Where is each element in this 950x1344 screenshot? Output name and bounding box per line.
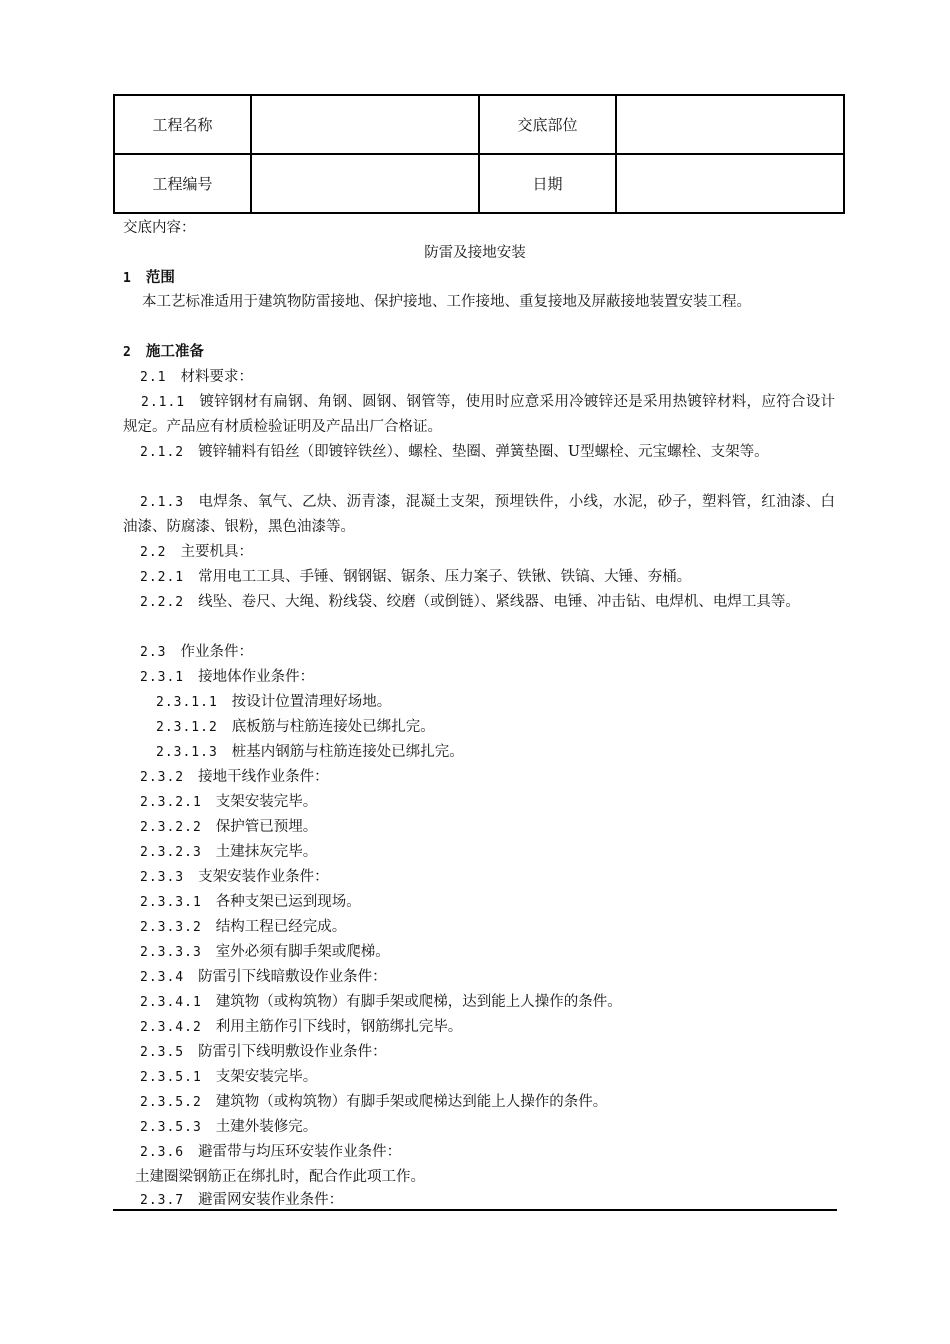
clause-wrapped xyxy=(123,440,835,465)
clause-number: 2.3.5 xyxy=(140,1045,185,1060)
clause xyxy=(135,1165,425,1190)
clause-text: 底板筋与柱筋连接处已绑扎完。 xyxy=(231,719,435,735)
clause-text: 按设计位置清理好场地。 xyxy=(231,694,392,710)
clause xyxy=(140,665,314,690)
clause-number: 2.3.1.3 xyxy=(156,745,218,760)
clause-number: 2.3.7 xyxy=(140,1193,185,1208)
handover-part-label: 交底部位 xyxy=(479,95,616,154)
clause-text: 支架安装作业条件： xyxy=(198,869,329,885)
clause-wrapped xyxy=(123,390,835,440)
clause-text: 桩基内钢筋与柱筋连接处已绑扎完。 xyxy=(231,744,464,760)
clause xyxy=(140,1090,607,1115)
clause xyxy=(140,965,387,990)
clause xyxy=(140,940,390,965)
clause-text: 利用主筋作引下线时，钢筋绑扎完毕。 xyxy=(215,1019,463,1035)
clause xyxy=(156,740,464,765)
section-1 xyxy=(123,266,175,291)
clause-text: 结构工程已经完成。 xyxy=(215,919,347,935)
clause-text: 保护管已预埋。 xyxy=(215,819,318,835)
clause-text: 防雷引下线明敷设作业条件： xyxy=(198,1044,387,1060)
clause xyxy=(156,690,391,715)
clause-number: 2.3.2.1 xyxy=(140,795,202,810)
clause-number: 2.1 xyxy=(140,370,167,385)
clause-number: 2.3.3.3 xyxy=(140,945,202,960)
clause-number: 2.3.4.1 xyxy=(140,995,202,1010)
clause xyxy=(140,915,346,940)
clause-text: 避雷网安装作业条件： xyxy=(198,1192,344,1208)
clause xyxy=(140,540,253,565)
clause-number: 2.3.2 xyxy=(140,770,185,785)
section-number: 1 xyxy=(123,271,132,286)
clause xyxy=(140,790,317,815)
clause-number: 2.3.3.2 xyxy=(140,920,202,935)
clause xyxy=(140,1065,317,1090)
clause-number: 2.1.2 xyxy=(140,445,185,460)
clause-wrapped xyxy=(123,490,835,540)
project-no-value xyxy=(251,154,479,213)
document-title: 防雷及接地安装 xyxy=(424,245,526,261)
clause-number: 2.3.5.2 xyxy=(140,1095,202,1110)
clause-number: 2.3.2.3 xyxy=(140,845,202,860)
clause-text: 室外必须有脚手架或爬梯。 xyxy=(215,944,390,960)
header-row-1 xyxy=(114,95,844,154)
clause xyxy=(140,640,253,665)
clause xyxy=(140,990,622,1015)
clause-text: 常用电工工具、手锤、钢钢锯、锯条、压力案子、铁锹、铁镐、大锤、夯桶。 xyxy=(198,569,692,585)
project-name-value xyxy=(251,95,479,154)
clause-number: 2.3.1.1 xyxy=(156,695,218,710)
clause-text: 土建外装修完。 xyxy=(215,1119,318,1135)
section-heading: 范围 xyxy=(145,270,175,286)
clause-text: 建筑物（或构筑物）有脚手架或爬梯达到能上人操作的条件。 xyxy=(215,1094,608,1110)
clause-number: 2.3.1 xyxy=(140,670,185,685)
clause xyxy=(140,865,329,890)
bottom-rule xyxy=(113,1209,837,1211)
clause-number: 2.1.3 xyxy=(140,495,185,510)
clause xyxy=(156,715,435,740)
clause-text: 土建抹灰完毕。 xyxy=(215,844,318,860)
section-number: 2 xyxy=(123,345,132,360)
section-2 xyxy=(123,340,204,365)
clause-text: 防雷引下线暗敷设作业条件： xyxy=(198,969,387,985)
clause xyxy=(140,815,317,840)
clause xyxy=(140,1140,401,1165)
clause xyxy=(140,890,361,915)
clause-text: 镀锌辅料有铅丝（即镀锌铁丝）、螺栓、垫圈、弹簧垫圈、U型螺栓、元宝螺栓、支架等。 xyxy=(198,444,769,460)
clause-text: 电焊条、氧气、乙炔、沥青漆，混凝土支架，预埋铁件，小线，水泥，砂子，塑料管，红油漆、白油漆、防腐漆、银粉，黑色油漆等。 xyxy=(123,494,835,535)
clause-text: 支架安装完毕。 xyxy=(215,794,318,810)
clause xyxy=(140,765,329,790)
clause xyxy=(140,1015,462,1040)
clause-number: 2.3.4.2 xyxy=(140,1020,202,1035)
content-label: 交底内容： xyxy=(123,220,196,236)
clause-text: 接地干线作业条件： xyxy=(198,769,329,785)
clause-text: 接地体作业条件： xyxy=(198,669,315,685)
clause-number: 2.3.1.2 xyxy=(156,720,218,735)
project-name-label: 工程名称 xyxy=(114,95,251,154)
clause-text: 各种支架已运到现场。 xyxy=(215,894,361,910)
clause-wrapped xyxy=(123,590,835,615)
paragraph xyxy=(123,290,835,315)
clause-number: 2.2.1 xyxy=(140,570,185,585)
clause xyxy=(140,565,691,590)
clause xyxy=(140,840,317,865)
section-heading: 施工准备 xyxy=(145,344,204,360)
header-table xyxy=(113,94,845,214)
clause xyxy=(140,1040,387,1065)
clause-number: 2.3.2.2 xyxy=(140,820,202,835)
clause-text: 避雷带与均压环安装作业条件： xyxy=(198,1144,402,1160)
clause xyxy=(140,365,253,390)
clause-number: 2.2.2 xyxy=(140,595,185,610)
clause xyxy=(140,1115,317,1140)
header-row-2 xyxy=(114,154,844,213)
clause-number: 2.3 xyxy=(140,645,167,660)
clause-number: 2.3.3 xyxy=(140,870,185,885)
clause-text: 土建圈梁钢筋正在绑扎时，配合作此项工作。 xyxy=(135,1169,425,1185)
clause-number: 2.3.6 xyxy=(140,1145,185,1160)
date-label: 日期 xyxy=(479,154,616,213)
clause-number: 2.3.3.1 xyxy=(140,895,202,910)
clause-number: 2.2 xyxy=(140,545,167,560)
clause-text: 主要机具： xyxy=(180,544,253,560)
project-no-label: 工程编号 xyxy=(114,154,251,213)
handover-part-value xyxy=(616,95,844,154)
clause-text: 建筑物（或构筑物）有脚手架或爬梯，达到能上人操作的条件。 xyxy=(215,994,622,1010)
clause-text: 线坠、卷尺、大绳、粉线袋、绞磨（或倒链）、紧线器、电锤、冲击钻、电焊机、电焊工具等。 xyxy=(198,594,800,610)
clause-text: 材料要求： xyxy=(180,369,253,385)
clause-text: 镀锌钢材有扁钢、角钢、圆钢、钢管等，使用时应意采用冷镀锌还是采用热镀锌材料，应符合设计规定。产品应有材质检验证明及产品出厂合格证。 xyxy=(123,394,835,435)
paragraph-text: 本工艺标准适用于建筑物防雷接地、保护接地、工作接地、重复接地及屏蔽接地装置安装工程。 xyxy=(142,294,751,310)
clause-number: 2.3.5.3 xyxy=(140,1120,202,1135)
clause-number: 2.1.1 xyxy=(141,395,186,410)
date-value xyxy=(616,154,844,213)
clause-number: 2.3.5.1 xyxy=(140,1070,202,1085)
clause-text: 作业条件： xyxy=(180,644,253,660)
clause-number: 2.3.4 xyxy=(140,970,185,985)
clause-text: 支架安装完毕。 xyxy=(215,1069,318,1085)
